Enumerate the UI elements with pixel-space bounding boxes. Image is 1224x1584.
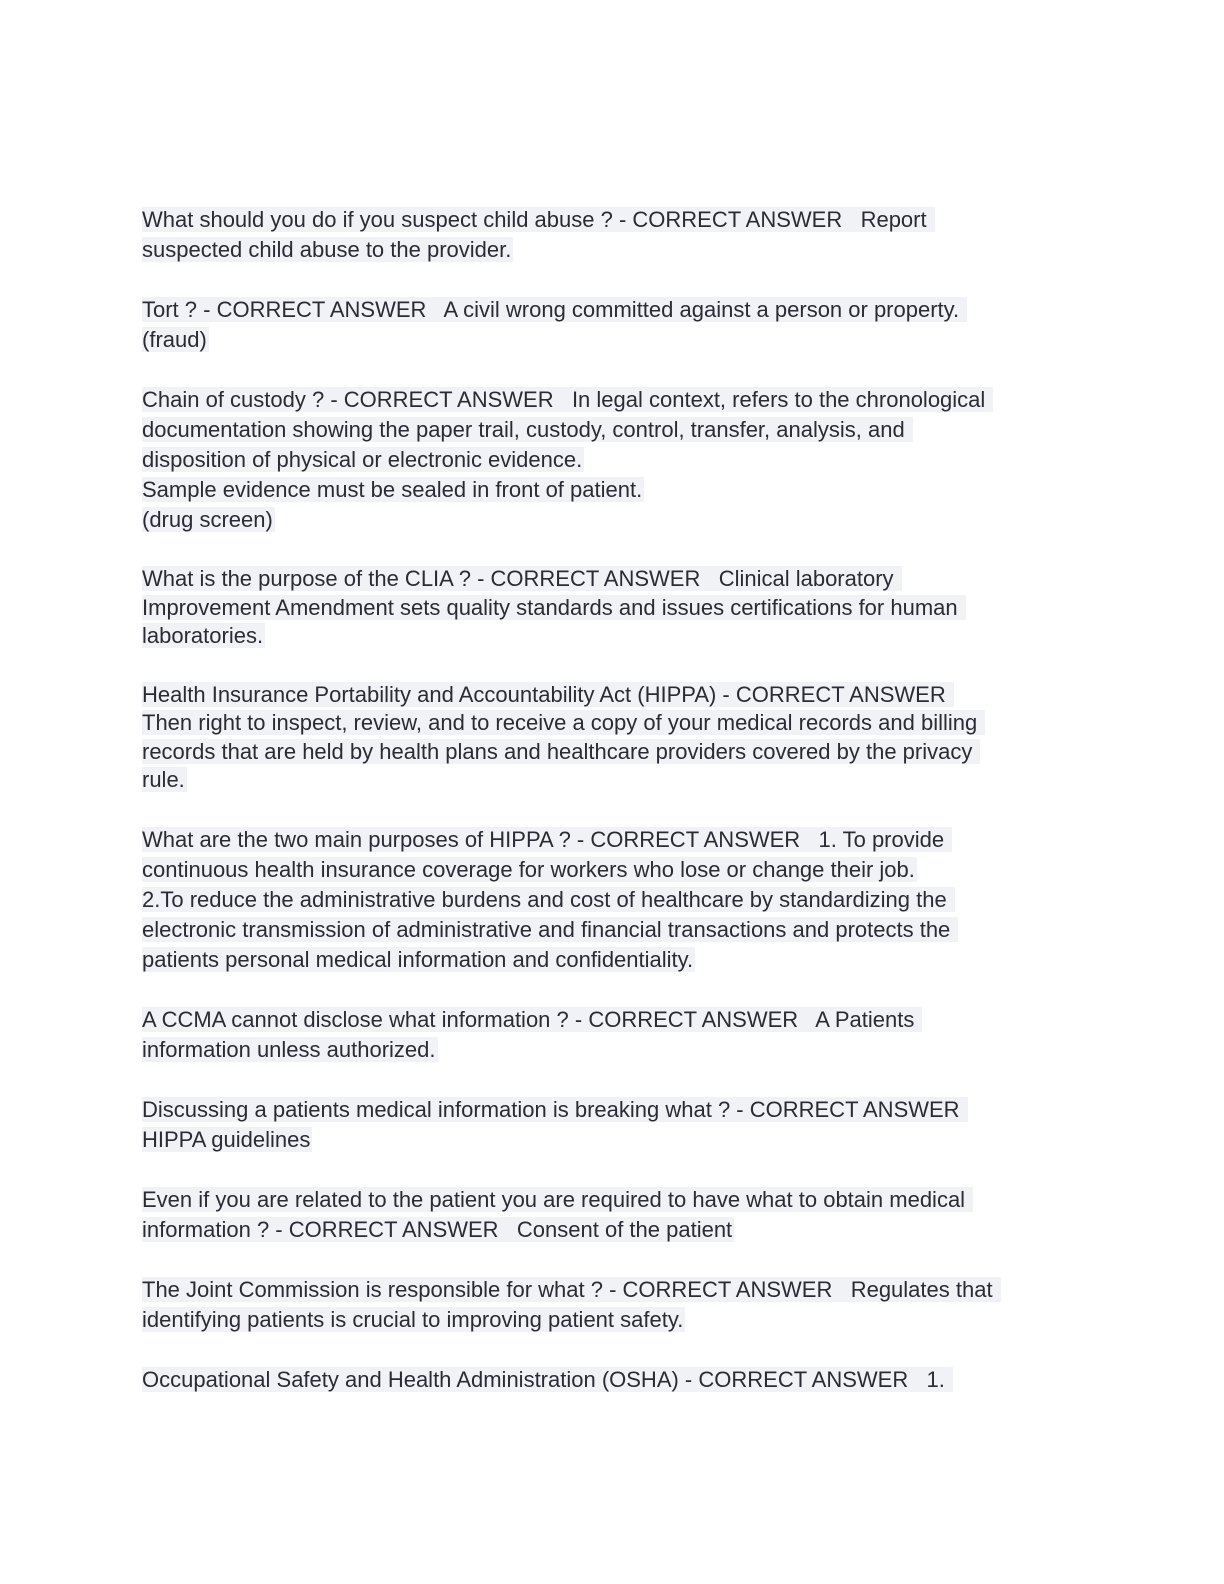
- text-line: [142, 825, 1082, 855]
- text-line: [142, 1005, 1082, 1035]
- line-text: Even if you are related to the patient you are required to have what to obtain medical: [142, 1186, 972, 1212]
- text-line: [142, 295, 1082, 325]
- text-line: [142, 1365, 1082, 1395]
- text-line: [142, 1035, 1082, 1065]
- text-line: [142, 1125, 1082, 1155]
- line-text: HIPPA guidelines: [142, 1126, 311, 1152]
- line-text: records that are held by health plans and healthcare providers covered by the privacy: [142, 738, 979, 764]
- document-content: [142, 205, 1082, 1425]
- line-text: Health Insurance Portability and Accountability Act (HIPPA) - CORRECT ANSWER: [142, 681, 952, 707]
- line-text: (fraud): [142, 327, 207, 352]
- line-text: Occupational Safety and Health Administration (OSHA) - CORRECT ANSWER 1.: [142, 1366, 952, 1392]
- line-text: electronic transmission of administrative and financial transactions and protects the: [142, 916, 957, 942]
- text-line: [142, 475, 1082, 505]
- text-line: [142, 565, 1082, 594]
- line-text: documentation showing the paper trail, custody, control, transfer, analysis, and: [142, 417, 911, 442]
- text-line: [142, 766, 1082, 795]
- text-line: [142, 1185, 1082, 1215]
- line-text: Chain of custody ? - CORRECT ANSWER In legal context, refers to the chronological: [142, 387, 992, 412]
- text-line: [142, 855, 1082, 885]
- qa-item-osha: [142, 1365, 1082, 1395]
- text-line: [142, 385, 1082, 415]
- line-text: Tort ? - CORRECT ANSWER A civil wrong committed against a person or property.: [142, 297, 966, 322]
- line-text: information unless authorized.: [142, 1036, 436, 1062]
- text-line: [142, 915, 1082, 945]
- line-text: A CCMA cannot disclose what information ? - CORRECT ANSWER A Patients: [142, 1006, 921, 1032]
- text-line: [142, 1275, 1082, 1305]
- qa-item-consent: [142, 1185, 1082, 1245]
- line-text: Improvement Amendment sets quality standards and issues certifications for human: [142, 594, 964, 620]
- line-text: patients personal medical information and confidentiality.: [142, 946, 694, 972]
- line-text: Sample evidence must be sealed in front of patient.: [142, 477, 643, 502]
- text-line: [142, 945, 1082, 975]
- qa-item-hippa-act: [142, 681, 1082, 795]
- line-text: Then right to inspect, review, and to receive a copy of your medical records and billing: [142, 710, 984, 735]
- line-text: continuous health insurance coverage for workers who lose or change their job.: [142, 856, 915, 882]
- qa-item-ccma-disclose: [142, 1005, 1082, 1065]
- qa-item-clia: [142, 565, 1082, 651]
- line-text: information ? - CORRECT ANSWER Consent of the patient: [142, 1216, 733, 1242]
- text-line: [142, 445, 1082, 475]
- line-text: 2.To reduce the administrative burdens and cost of healthcare by standardizing the: [142, 886, 953, 912]
- text-line: [142, 885, 1082, 915]
- text-line: [142, 235, 1082, 265]
- line-text: Discussing a patients medical information is breaking what ? - CORRECT ANSWER: [142, 1096, 966, 1122]
- text-line: [142, 594, 1082, 623]
- line-text: suspected child abuse to the provider.: [142, 237, 512, 262]
- qa-item-tort: [142, 295, 1082, 355]
- line-text: What should you do if you suspect child abuse ? - CORRECT ANSWER Report: [142, 207, 933, 232]
- qa-item-joint-commission: [142, 1275, 1082, 1335]
- line-text: What is the purpose of the CLIA ? - CORRECT ANSWER Clinical laboratory: [142, 566, 900, 591]
- line-text: The Joint Commission is responsible for what ? - CORRECT ANSWER Regulates that: [142, 1276, 999, 1302]
- text-line: [142, 622, 1082, 651]
- qa-item-hippa-purposes: [142, 825, 1082, 975]
- text-line: [142, 505, 1082, 535]
- line-text: identifying patients is crucial to improving patient safety.: [142, 1306, 684, 1332]
- qa-item-discussing-info: [142, 1095, 1082, 1155]
- line-text: What are the two main purposes of HIPPA ? - CORRECT ANSWER 1. To provide: [142, 826, 951, 852]
- line-text: laboratories.: [142, 623, 264, 648]
- text-line: [142, 738, 1082, 767]
- line-text: disposition of physical or electronic evidence.: [142, 447, 583, 472]
- line-text: (drug screen): [142, 507, 273, 532]
- qa-item-child-abuse: [142, 205, 1082, 265]
- line-text: rule.: [142, 767, 185, 792]
- text-line: [142, 1095, 1082, 1125]
- text-line: [142, 681, 1082, 710]
- text-line: [142, 205, 1082, 235]
- text-line: [142, 1305, 1082, 1335]
- text-line: [142, 325, 1082, 355]
- text-line: [142, 1215, 1082, 1245]
- text-line: [142, 709, 1082, 738]
- text-line: [142, 415, 1082, 445]
- qa-item-chain-of-custody: [142, 385, 1082, 535]
